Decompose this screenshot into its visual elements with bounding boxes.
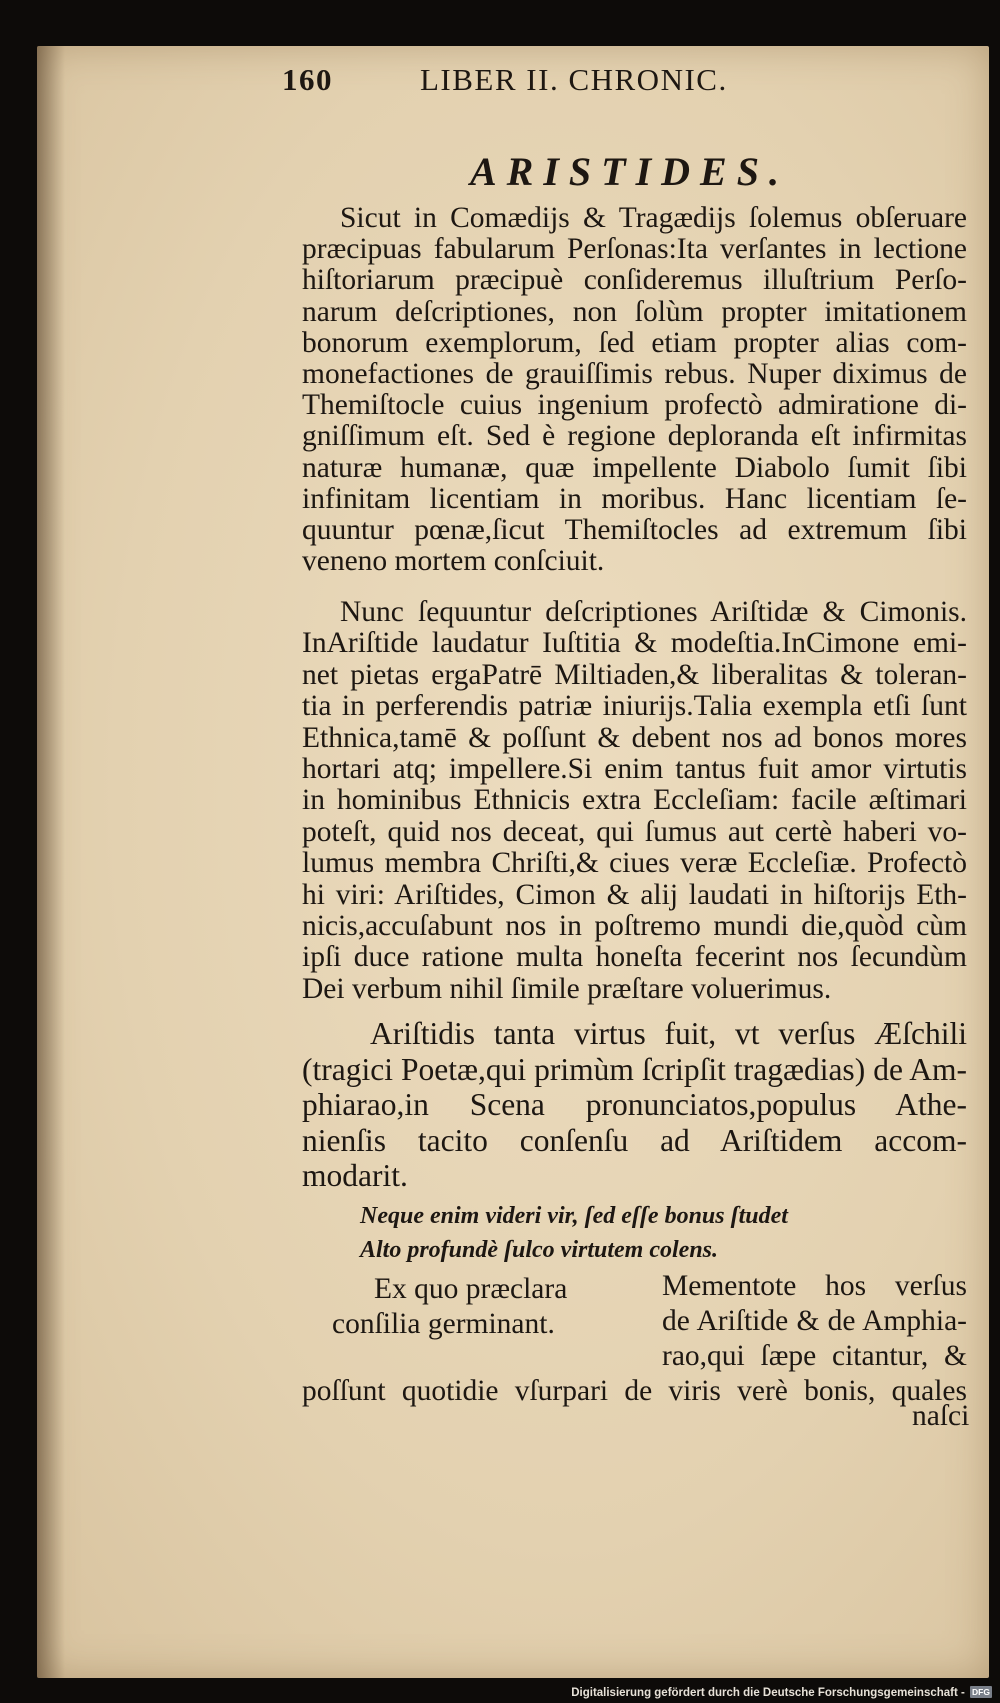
text-line: rao,qui ſæpe citantur, & <box>662 1340 967 1372</box>
running-title: LIBER II. CHRONIC. <box>420 62 728 97</box>
text-line: conſilia germinant. <box>332 1308 555 1340</box>
text-line: nienſis tacito conſenſu ad Ariſtidem accom- <box>302 1122 967 1158</box>
text-line: Sicut in Comædijs & Tragædijs ſolemus obſeruare <box>340 202 967 234</box>
text-line: phiarao,in Scena pronunciatos,populus Athe- <box>302 1087 967 1122</box>
text-line: naturæ humanæ, quæ impellente Diabolo ſumit ſibi <box>302 451 967 484</box>
text-line: infinitam licentiam in moribus. Hanc licentiam ſe- <box>302 482 967 515</box>
text-line: narum deſcriptiones, non ſolùm propter imitationem <box>302 295 967 328</box>
text-line: Themiſtocle cuius ingenium profectò admiratione di- <box>302 389 967 422</box>
catchword: naſci <box>912 1400 970 1432</box>
text-line: hiſtoriarum præcipuè conſideremus illuſtrium Perſo- <box>302 264 967 297</box>
text-line: poſſunt quotidie vſurpari de viris verè bonis, quales <box>302 1375 967 1407</box>
text-line: Ariſtidis tanta virtus fuit, vt verſus Æſchili <box>370 1016 967 1051</box>
page-number: 160 <box>282 62 333 97</box>
text-line: nicis,accuſabunt nos in poſtremo mundi die,quòd cùm <box>302 910 967 942</box>
text-line: lumus membra Chriſti,& ciues veræ Eccleſiæ. Profectò <box>302 847 967 880</box>
text-line: in hominibus Ethnicis extra Eccleſiam: facile æſtimari <box>302 784 967 817</box>
text-line: hi viri: Ariſtides, Cimon & alij laudati in hiſtorijs Eth- <box>302 878 967 911</box>
text-line: (tragici Poetæ,qui primùm ſcripſit tragædias) de Am- <box>302 1051 967 1087</box>
text-line: veneno mortem conſciuit. <box>302 545 605 578</box>
digitization-credit <box>571 1686 992 1699</box>
gutter-shadow <box>37 46 65 1678</box>
text-line: Neque enim videri vir, ſed eſſe bonus ſtudet <box>360 1203 788 1229</box>
text-line: de Ariſtide & de Amphia- <box>662 1305 967 1337</box>
text-line: ipſi duce ratione multa honeſta fecerint nos ſecundùm <box>302 941 967 974</box>
text-line: bonorum exemplorum, ſed etiam propter alias com- <box>302 326 967 359</box>
text-line: modarit. <box>302 1158 408 1193</box>
text-line: præcipuas fabularum Perſonas:Ita verſantes in lectione <box>302 233 967 266</box>
text-line: poteſt, quid nos deceat, qui ſumus aut certè haberi vo- <box>302 815 967 848</box>
text-line: Alto profundè ſulco virtutem colens. <box>360 1237 719 1263</box>
running-header <box>282 62 842 108</box>
credit-text: Digitalisierung gefördert durch die Deutsche Forschungsgemeinschaft - <box>571 1687 965 1699</box>
text-line: Ethnica,tamē & poſſunt & debent nos ad bonos mores <box>302 721 967 754</box>
text-line: monefactiones de grauiſſimis rebus. Nuper diximus de <box>302 358 967 390</box>
text-line: net pietas ergaPatrē Miltiaden,& liberalitas & toleran- <box>302 658 967 691</box>
text-line: hortari atq; impellere.Si enim tantus fuit amor virtutis <box>302 753 967 785</box>
text-line: Dei verbum nihil ſimile præſtare voluerimus. <box>302 972 832 1005</box>
text-line: Mementote hos verſus <box>662 1270 967 1302</box>
text-line: tia in perferendis patriæ iniurijs.Talia exempla etſi ſunt <box>302 690 967 723</box>
text-line: gniſſimum eſt. Sed è regione deploranda eſt infirmitas <box>302 420 967 453</box>
text-line: InAriſtide laudatur Iuſtitia & modeſtia.InCimone emi- <box>302 627 967 660</box>
chapter-title: ARISTIDES. <box>470 149 789 194</box>
text-line: quuntur pœnæ,ſicut Themiſtocles ad extremum ſibi <box>302 514 967 546</box>
text-line: Nunc ſequuntur deſcriptiones Ariſtidæ & Cimonis. <box>340 596 967 628</box>
text-line: Ex quo præclara <box>374 1273 568 1305</box>
dfg-logo-icon: DFG <box>972 1687 990 1697</box>
